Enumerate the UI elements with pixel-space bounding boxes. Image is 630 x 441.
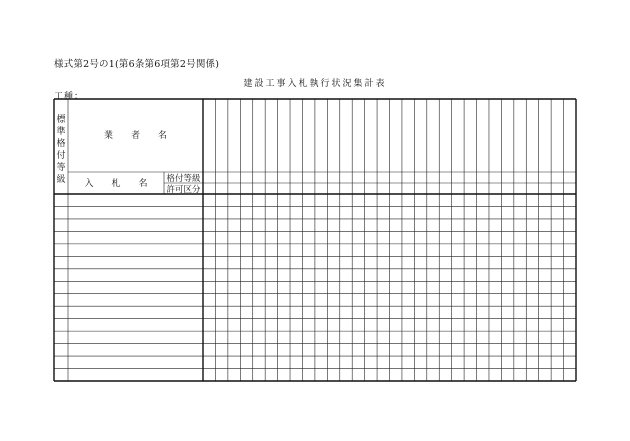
vertical-label-char: 標: [56, 115, 66, 125]
page-title: 建設工事入札執行状況集計表: [243, 79, 387, 89]
vertical-label-char: 等: [56, 163, 66, 173]
contractor-name-label: 業 者 名: [103, 131, 168, 141]
table-grid-lines: [54, 99, 576, 381]
table-labels: [56, 113, 201, 195]
vertical-label-char: 付: [56, 151, 66, 161]
work-type-label: 工種：: [54, 92, 85, 102]
bid-name-label: 入 札 名: [84, 179, 148, 189]
vertical-label-char: 準: [56, 127, 66, 137]
vertical-label-char: 級: [56, 175, 66, 185]
form-number: 様式第2号の1(第6条第6項第2号関係): [54, 59, 220, 70]
permit-label: 許可区分: [166, 185, 201, 195]
vertical-label-char: 格: [56, 139, 66, 149]
grade-label: 格付等級: [166, 174, 201, 184]
